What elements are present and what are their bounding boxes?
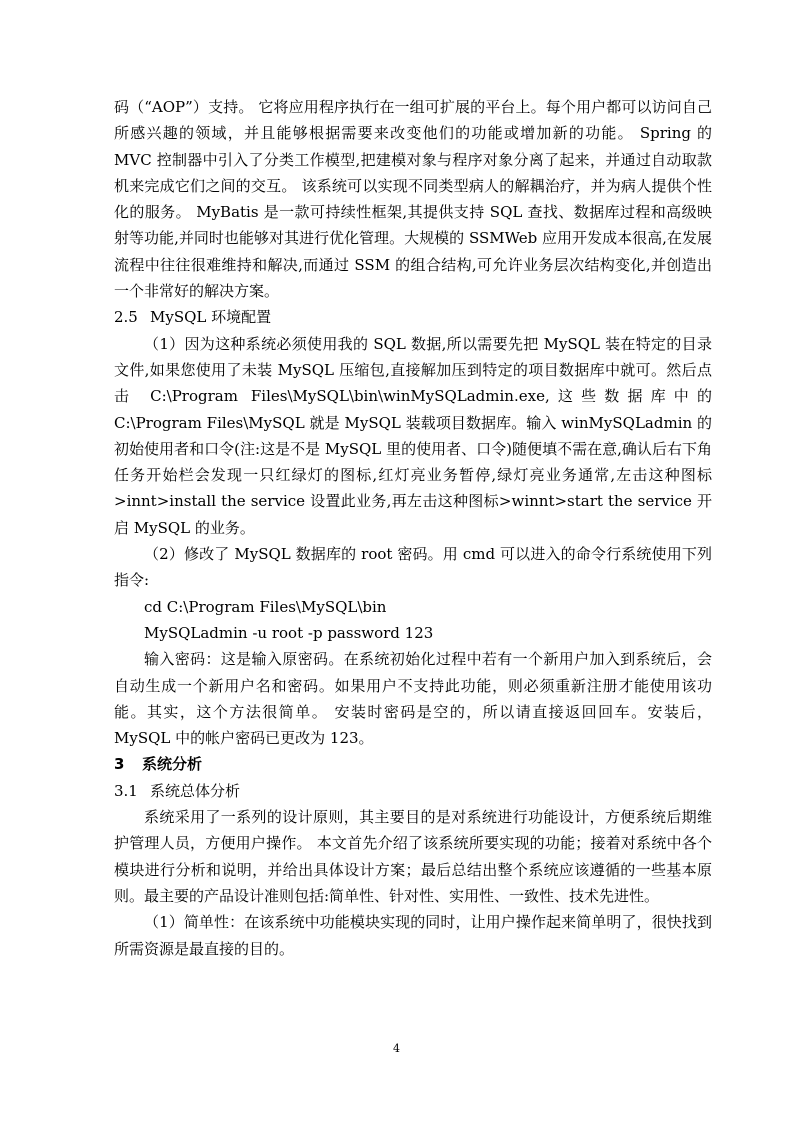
section-title: 系统分析 (142, 755, 203, 774)
install-paragraph: （1）因为这种系统必须使用我的 SQL 数据,所以需要先把 MySQL 装在特定的目录文件,如果您使用了未装 MySQL 压缩包,直接解加压到特定的项目数据库中就可。然后点击 C:\Program Files\MySQL\bin\winMySQLadmin.exe,这些数据库中的 C:\Program Files\MySQL 就是 MySQL 装载项目数据库。输入 winMySQLadmin 的初始使用者和口令(注:这是不是 MySQL 里的使用者、口令)随便填不需在意,确认后右下角任务开始栏会发现一只红绿灯的图标,红灯亮业务暂停,绿灯亮业务通常,左击这种图标>innt>install the service 设置此业务,再左击这种图标>winnt>start the service 开启 MySQL 的业务。 (114, 334, 712, 537)
input-password-paragraph: 输入密码：这是输入原密码。在系统初始化过程中若有一个新用户加入到系统后，会自动生成一个新用户名和密码。如果用户不支持此功能，则必须重新注册才能使用该功能。其实，这个方法很简单。 安装时密码是空的，所以请直接返回回车。安装后，MySQL 中的帐户密码已更改为 123。 (114, 650, 712, 748)
section-heading-3 (114, 751, 712, 777)
design-principles-paragraph: 系统采用了一系列的设计原则，其主要目的是对系统进行功能设计，方便系统后期维护管理人员，方便用户操作。 本文首先介绍了该系统所要实现的功能；接着对系统中各个模块进行分析和说明，并给出具体设计方案；最后总结出整个系统应该遵循的一些基本原则。最主要的产品设计准则包括:简单性、针对性、实用性、一致性、技术先进性。 (114, 808, 712, 905)
intro-paragraph: 码（“AOP”）支持。 它将应用程序执行在一组可扩展的平台上。每个用户都可以访问自己所感兴趣的领域，并且能够根据需要来改变他们的功能或增加新的功能。 Spring 的 MVC 控制器中引入了分类工作模型,把建模对象与程序对象分离了起来，并通过自动取款机来完成它们之间的交互。 该系统可以实现不同类型病人的解耦治疗，并为病人提供个性化的服务。 MyBatis 是一款可持续性框架,其提供支持 SQL 查找、数据库过程和高级映射等功能,并同时也能够对其进行优化管理。大规模的 SSMWeb 应用开发成本很高,在发展流程中往往很难维持和解决,而通过 SSM 的组合结构,可允许业务层次结构变化,并创造出一个非常好的解决方案。 (114, 98, 712, 301)
password-paragraph: （2）修改了 MySQL 数据库的 root 密码。用 cmd 可以进入的命令行系统使用下列指令: (114, 545, 712, 590)
section-title: MySQL 环境配置 (150, 308, 272, 327)
page-number: 4 (393, 1042, 400, 1055)
section-title: 系统总体分析 (150, 781, 241, 800)
page-body (114, 94, 712, 962)
section-number: 2.5 (114, 308, 138, 327)
section-number: 3.1 (114, 781, 138, 800)
section-number: 3 (114, 755, 125, 774)
section-heading-3-1 (114, 778, 712, 804)
section-heading-2-5 (114, 304, 712, 330)
simplicity-paragraph: （1）简单性：在该系统中功能模块实现的同时，让用户操作起来简单明了，很快找到所需资源是最直接的目的。 (114, 913, 712, 958)
command-line-mysqladmin: MySQLadmin -u root -p password 123 (144, 623, 434, 642)
command-line-cd: cd C:\Program Files\MySQL\bin (144, 597, 387, 616)
